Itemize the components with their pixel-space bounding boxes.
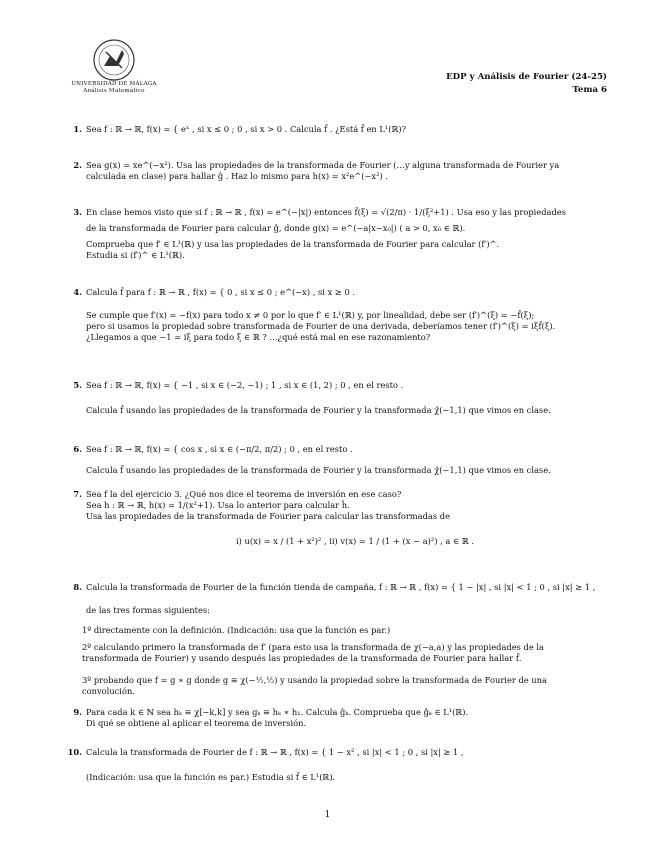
ex8-item-3b: convolución. (82, 686, 135, 696)
university-name: UNIVERSIDAD DE MÁLAGA Análisis Matemático (71, 81, 157, 94)
ex8-item-2a: 2º calculando primero la transformada de f′ (para esto usa la transformada de χ(−a,a) y las propiedades de la (82, 642, 544, 652)
course-header (446, 71, 607, 97)
ex8-item-2b: transformada de Fourier) y usando después las propiedades de la transformada de Fourier para hallar f̂. (82, 653, 522, 663)
course-title: EDP y Análisis de Fourier (24-25) (446, 72, 607, 82)
page-number: 1 (324, 810, 331, 820)
sheet-title: Tema 6 (572, 85, 607, 95)
ex8-item-1: 1º directamente con la definición. (Indicación: usa que la función es par.) (82, 625, 391, 635)
ex8-item-3a: 3º probando que f = g ∗ g donde g ≡ χ(−½,½) y usando la propiedad sobre la transformada de Fourier de una (82, 675, 547, 685)
